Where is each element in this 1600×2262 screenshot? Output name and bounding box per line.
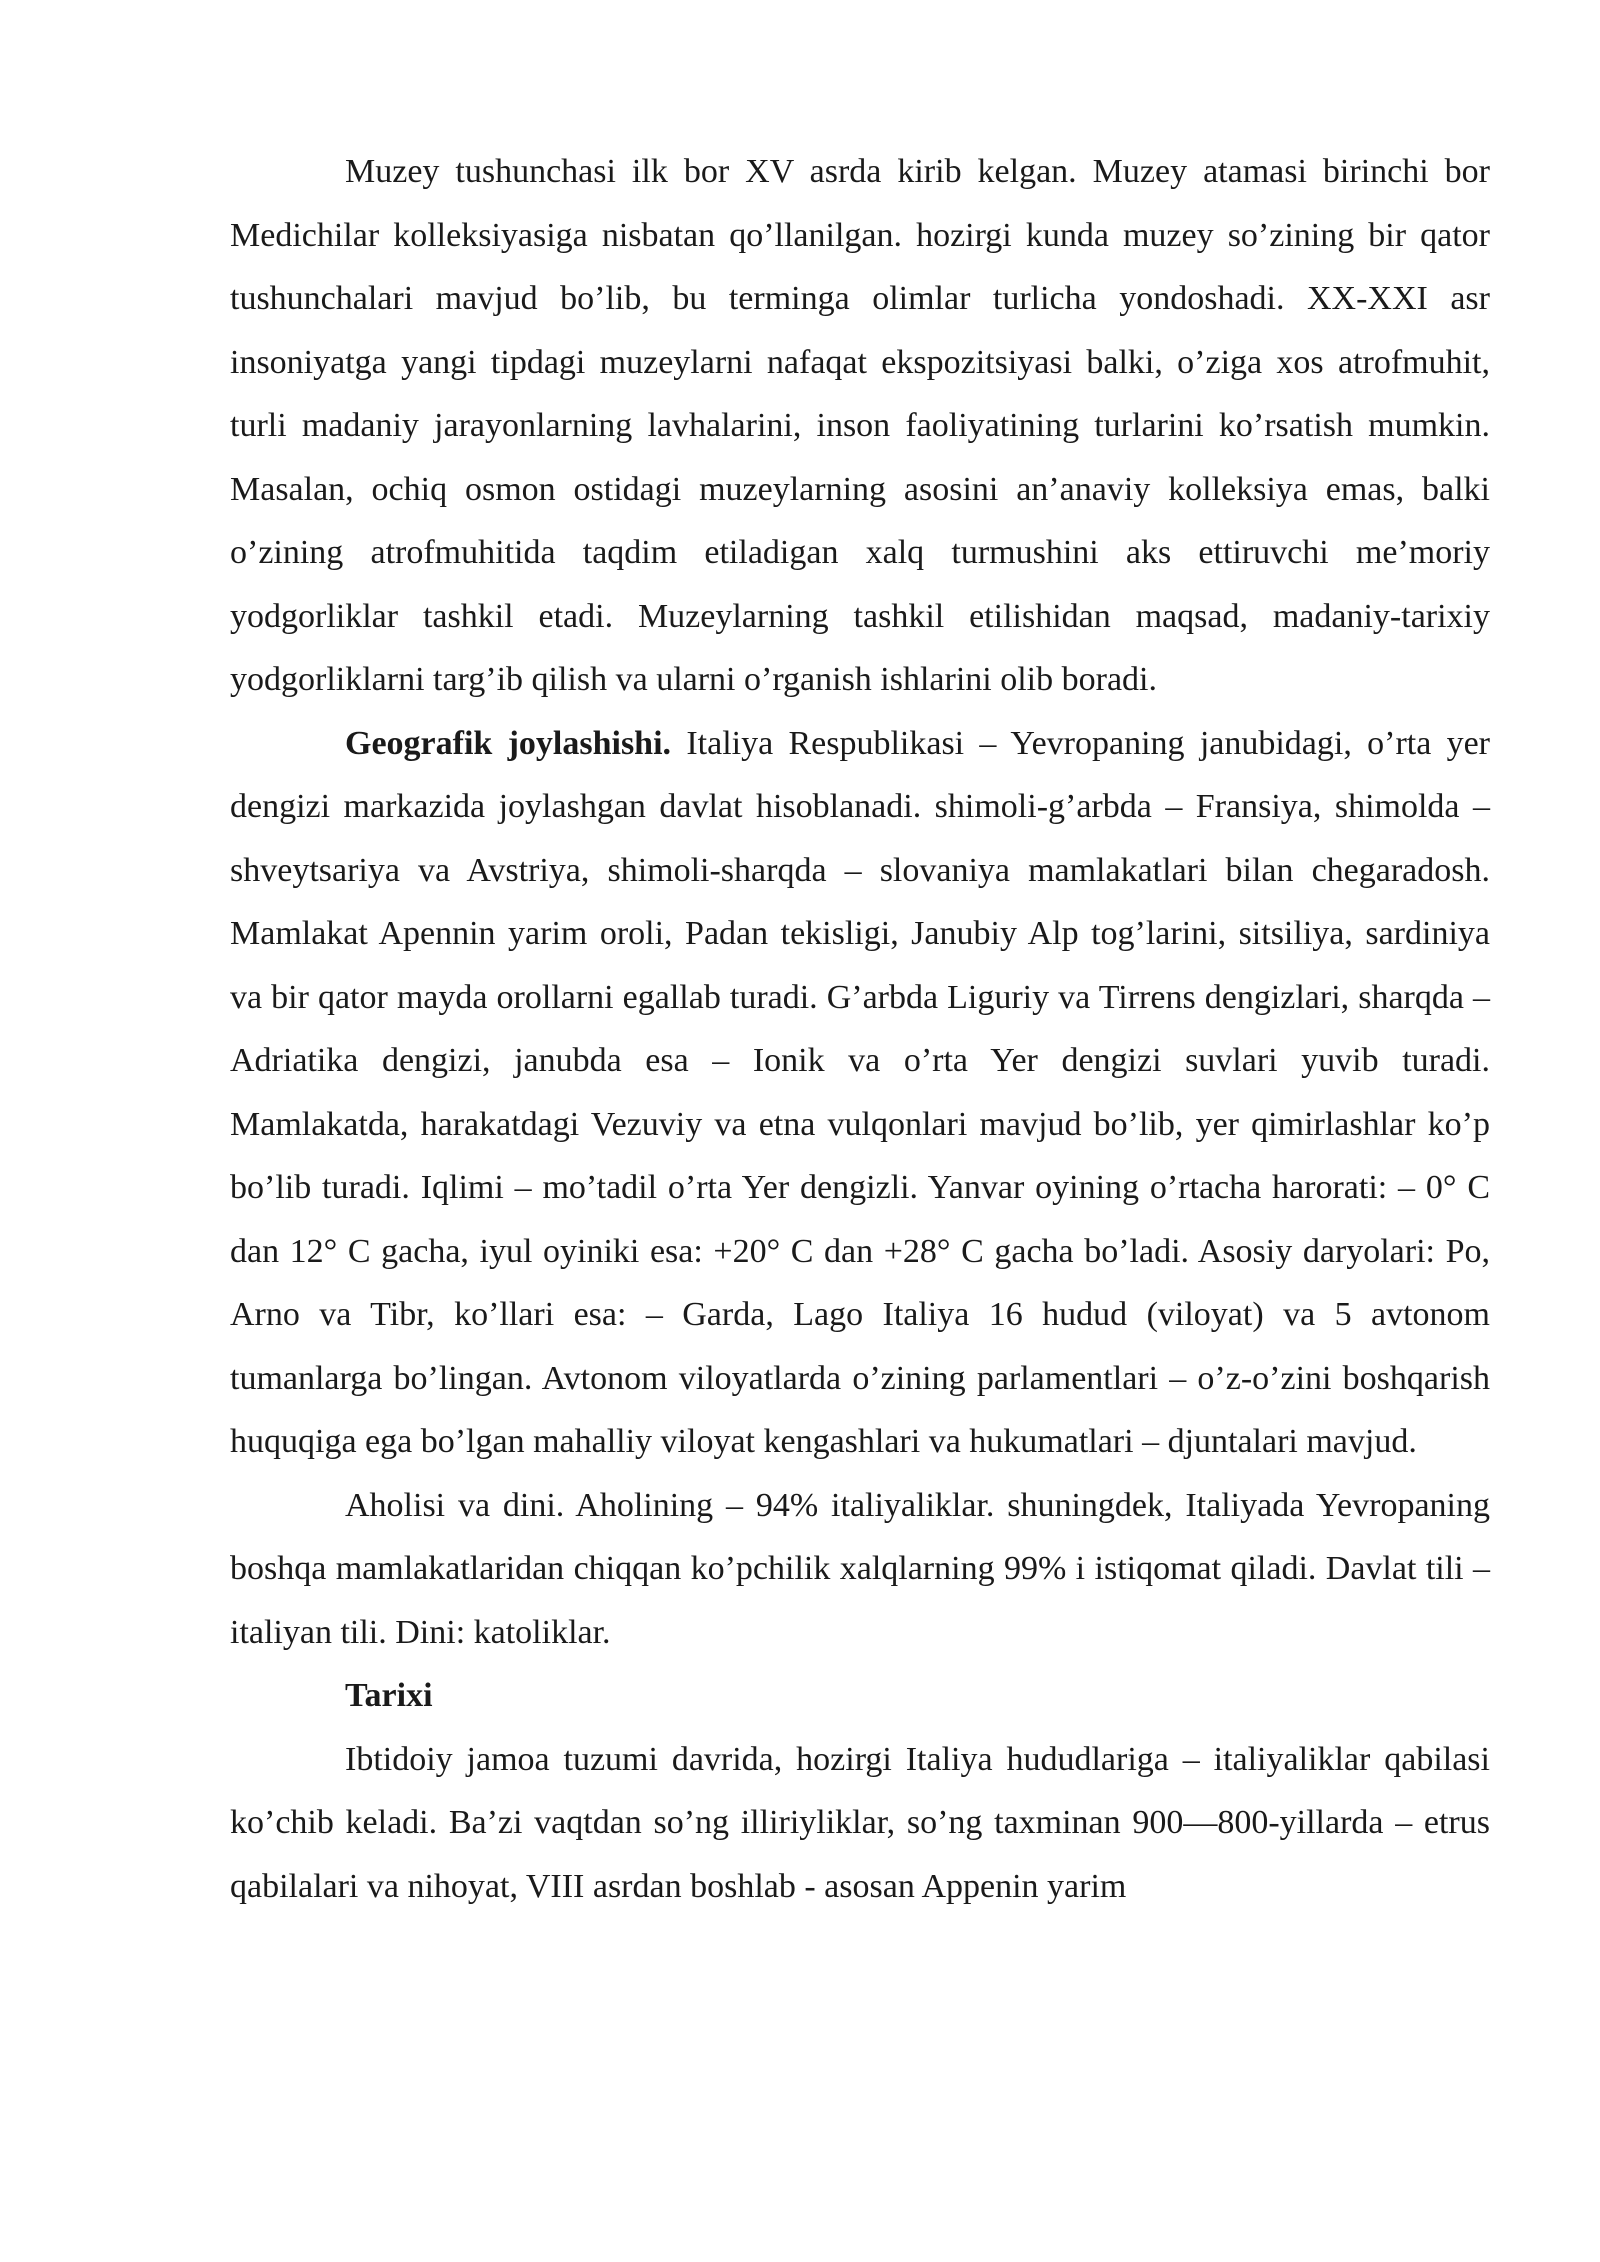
section-lead-geografik: Geografik joylashishi.: [345, 724, 672, 762]
paragraph-text: Ibtidoiy jamoa tuzumi davrida, hozirgi Italiya hududlariga – italiyaliklar qabilasi ko’chib keladi. Ba’zi vaqtdan so’ng illiriyliklar, so’ng taxminan 900—800-yillarda – etrus qabilalari va nihoyat, VIII asrdan boshlab - asosan Appenin yarim: [230, 1740, 1490, 1905]
paragraph-text: Italiya Respublikasi – Yevropaning janubidagi, o’rta yer dengizi markazida joylashgan davlat hisoblanadi. shimoli-g’arbda – Fransiya, shimolda – shveytsariya va Avstriya, shimoli-sharqda – slovaniya mamlakatlari bilan chegaradosh. Mamlakat Apennin yarim oroli, Padan tekisligi, Janubiy Alp tog’larini, sitsiliya, sardiniya va bir qator mayda orollarni egallab turadi. G’arbda Liguriy va Tirrens dengizlari, sharqda –Adriatika dengizi, janubda esa – Ionik va o’rta Yer dengizi suvlari yuvib turadi. Mamlakatda, harakatdagi Vezuviy va etna vulqonlari mavjud bo’lib, yer qimirlashlar ko’p bo’lib turadi. Iqlimi – mo’tadil o’rta Yer dengizli. Yanvar oyining o’rtacha harorati: – 0° C dan 12° C gacha, iyul oyiniki esa: +20° C dan +28° C gacha bo’ladi. Asosiy daryolari: Po, Arno va Tibr, ko’llari esa: – Garda, Lago Italiya 16 hudud (viloyat) va 5 avtonom tumanlarga bo’lingan. Avtonom viloyatlarda o’zining parlamentlari – o’z-o’zini boshqarish huquqiga ega bo’lgan mahalliy viloyat kengashlari va hukumatlari – djuntalari mavjud.: [230, 724, 1491, 1460]
paragraph-muzey: [230, 140, 1490, 712]
paragraph-aholisi: [230, 1474, 1490, 1665]
section-heading-tarixi: [230, 1664, 1490, 1728]
document-page: [230, 140, 1490, 1918]
paragraph-tarixi: [230, 1728, 1490, 1919]
paragraph-text: Aholisi va dini. Aholining – 94% italiyaliklar. shuningdek, Italiyada Yevropaning boshqa mamlakatlaridan chiqqan ko’pchilik xalqlarning 99% i istiqomat qiladi. Davlat tili – italiyan tili. Dini: katoliklar.: [230, 1486, 1490, 1651]
heading-text: Tarixi: [345, 1677, 433, 1714]
paragraph-geografik: [230, 712, 1490, 1474]
paragraph-text: Muzey tushunchasi ilk bor XV asrda kirib kelgan. Muzey atamasi birinchi bor Medichilar kolleksiyasiga nisbatan qo’llanilgan. hozirgi kunda muzey so’zining bir qator tushunchalari mavjud bo’lib, bu terminga olimlar turlicha yondoshadi. XX-XXI asr insoniyatga yangi tipdagi muzeylarni nafaqat ekspozitsiyasi balki, o’ziga xos atrofmuhit, turli madaniy jarayonlarning lavhalarini, inson faoliyatining turlarini ko’rsatish mumkin. Masalan, ochiq osmon ostidagi muzeylarning asosini an’anaviy kolleksiya emas, balki o’zining atrofmuhitida taqdim etiladigan xalq turmushini aks ettiruvchi me’moriy yodgorliklar tashkil etadi. Muzeylarning tashkil etilishidan maqsad, madaniy-tarixiy yodgorliklarni targ’ib qilish va ularni o’rganish ishlarini olib boradi.: [230, 153, 1490, 698]
